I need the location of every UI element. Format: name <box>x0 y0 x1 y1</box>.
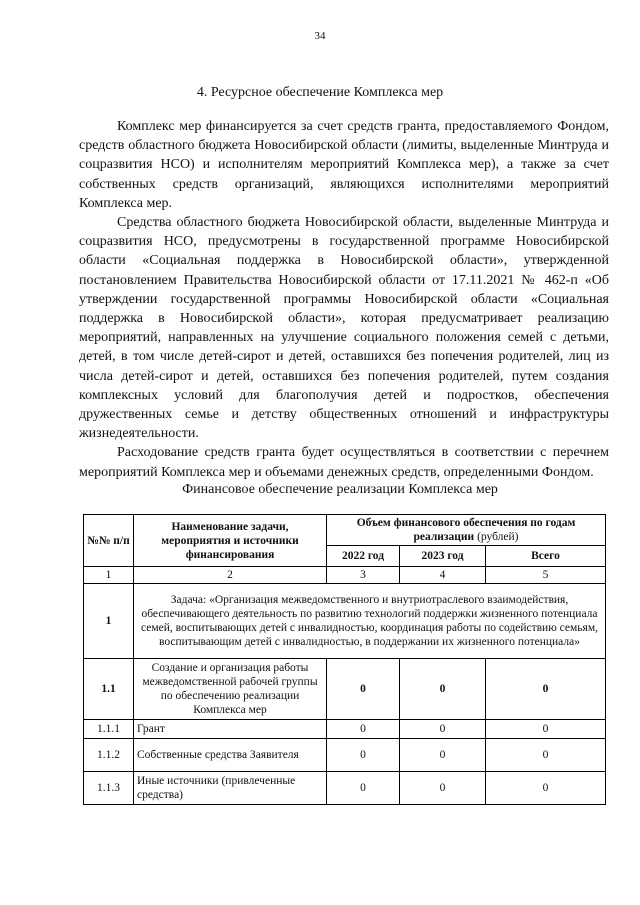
header-row-1 <box>84 515 606 546</box>
row-2022: 0 <box>327 720 400 739</box>
header-volume <box>327 515 606 546</box>
col-number: 4 <box>400 567 486 584</box>
row-2023: 0 <box>400 739 486 772</box>
page-number: 34 <box>314 30 326 42</box>
task-text: Задача: «Организация межведомственного и внутриотраслевого взаимодействия, обеспечивающего деятельность по развитию технологий поддержки жизненного потенциала семей, воспитывающих детей с инвалидностью, координация работы по содействию семьям, воспитывающим детей с инвалидностью, в поддержании их жизненного потенциала» <box>134 584 606 659</box>
row-total: 0 <box>486 659 606 720</box>
row-num: 1.1.1 <box>84 720 134 739</box>
row-num: 1.1.2 <box>84 739 134 772</box>
header-2023: 2023 год <box>400 546 486 567</box>
financing-table <box>83 514 606 805</box>
row-num: 1.1 <box>84 659 134 720</box>
row-name: Иные источники (привлеченные средства) <box>134 772 327 805</box>
row-name: Создание и организация работы межведомственной рабочей группы по обеспечению реализации Комплекса мер <box>134 659 327 720</box>
row-total: 0 <box>486 739 606 772</box>
row-2023: 0 <box>400 772 486 805</box>
header-volume-units: (рублей) <box>477 531 519 543</box>
row-num: 1.1.3 <box>84 772 134 805</box>
column-numbers-row <box>84 567 606 584</box>
row-total: 0 <box>486 720 606 739</box>
row-2023: 0 <box>400 659 486 720</box>
row-total: 0 <box>486 772 606 805</box>
body-text <box>79 117 609 482</box>
header-2022: 2022 год <box>327 546 400 567</box>
row-name: Собственные средства Заявителя <box>134 739 327 772</box>
task-row <box>84 584 606 659</box>
row-name: Грант <box>134 720 327 739</box>
paragraph-2: Средства областного бюджета Новосибирской области, выделенные Минтруда и соцразвития НСО, предусмотрены в государственной программе Новосибирской области «Социальная поддержка в Новосибирской области», утвержденной постановлением Правительства Новосибирской области от 17.11.2021 № 462-п «Об утверждении государственной программы Новосибирской области «Социальная поддержка в Новосибирской области», которая предусматривает реализацию мероприятий, направленных на улучшение социального положения семей с детьми, детей, в том числе детей-сирот и детей, оставшихся без попечения родителей, лиц из числа детей-сирот и детей, оставшихся без попечения родителей, путем создания комплексных условий для благополучия детей и подростков, обеспечения дружественных семье и детству общественных отношений и инфраструктуры жизнедеятельности. <box>79 215 609 442</box>
table-row <box>84 720 606 739</box>
row-2023: 0 <box>400 720 486 739</box>
paragraph-3: Расходование средств гранта будет осуществляться в соответствии с перечнем мероприятий Комплекса мер и объемами денежных средств, определенными Фондом. <box>79 445 609 480</box>
header-num: №№ п/п <box>84 515 134 567</box>
table-row <box>84 772 606 805</box>
row-2022: 0 <box>327 739 400 772</box>
header-total: Всего <box>486 546 606 567</box>
table-title: Финансовое обеспечение реализации Комплекса мер <box>182 482 498 497</box>
header-name: Наименование задачи, мероприятия и источники финансирования <box>134 515 327 567</box>
task-num: 1 <box>84 584 134 659</box>
col-number: 1 <box>84 567 134 584</box>
table-row <box>84 659 606 720</box>
row-2022: 0 <box>327 772 400 805</box>
col-number: 5 <box>486 567 606 584</box>
col-number: 2 <box>134 567 327 584</box>
section-title: 4. Ресурсное обеспечение Комплекса мер <box>196 85 444 100</box>
col-number: 3 <box>327 567 400 584</box>
table-row <box>84 739 606 772</box>
row-2022: 0 <box>327 659 400 720</box>
paragraph-1: Комплекс мер финансируется за счет средств гранта, предоставляемого Фондом, средств областного бюджета Новосибирской области (лимиты, выделенные Минтруда и соцразвития НСО) и исполнителям мероприятий Комплекса мер), а также за счет собственных средств организаций, являющихся исполнителями мероприятий Комплекса мер. <box>79 119 609 211</box>
header-volume-label: Объем финансового обеспечения по годам реализации <box>356 517 576 543</box>
